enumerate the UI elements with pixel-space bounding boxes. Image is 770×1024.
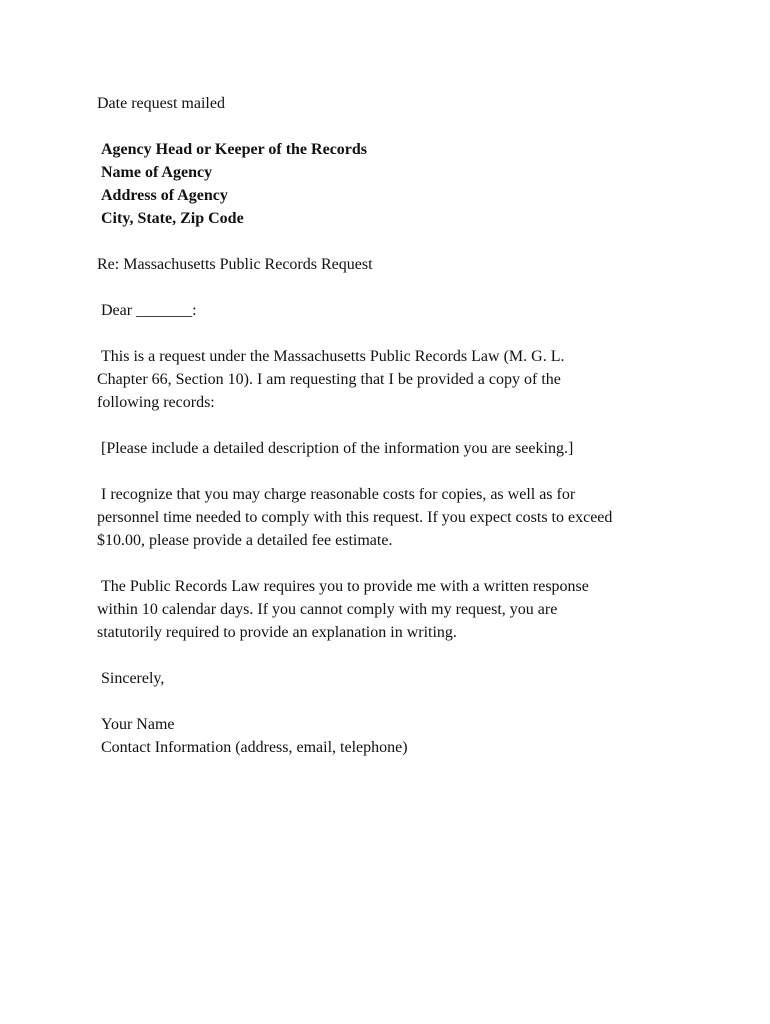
paragraph-line: statutorily required to provide an explanation in writing.: [97, 624, 457, 641]
paragraph-costs: [97, 483, 697, 552]
date-line: Date request mailed: [97, 95, 225, 112]
paragraph-line: This is a request under the Massachusetts Public Records Law (M. G. L.: [101, 348, 565, 365]
salutation: Dear _______:: [101, 302, 197, 319]
spacer: [97, 276, 697, 299]
recipient-agency-name: Name of Agency: [101, 164, 213, 181]
spacer: [97, 322, 697, 345]
paragraph-line: $10.00, please provide a detailed fee estimate.: [97, 532, 393, 549]
recipient-block: [97, 138, 697, 230]
spacer: [97, 690, 697, 713]
spacer: [97, 552, 697, 575]
paragraph-line: The Public Records Law requires you to provide me with a written response: [101, 578, 589, 595]
paragraph-request: [97, 345, 697, 414]
signature-contact: Contact Information (address, email, telephone): [101, 739, 408, 756]
paragraph-line: within 10 calendar days. If you cannot comply with my request, you are: [97, 601, 558, 618]
paragraph-line: personnel time needed to comply with this request. If you expect costs to exceed: [97, 509, 613, 526]
spacer: [97, 460, 697, 483]
recipient-city-state-zip: City, State, Zip Code: [101, 210, 244, 227]
paragraph-line: Chapter 66, Section 10). I am requesting that I be provided a copy of the: [97, 371, 561, 388]
paragraph-line: I recognize that you may charge reasonable costs for copies, as well as for: [101, 486, 576, 503]
paragraph-description-placeholder: [Please include a detailed description of the information you are seeking.]: [101, 440, 574, 457]
spacer: [97, 230, 697, 253]
letter-page: [97, 92, 697, 759]
spacer: [97, 115, 697, 138]
recipient-address: Address of Agency: [101, 187, 228, 204]
spacer: [97, 644, 697, 667]
spacer: [97, 414, 697, 437]
paragraph-line: following records:: [97, 394, 215, 411]
signature-name: Your Name: [101, 716, 175, 733]
closing: Sincerely,: [101, 670, 165, 687]
signature-block: [97, 713, 697, 759]
subject-line: Re: Massachusetts Public Records Request: [97, 256, 373, 273]
paragraph-response-requirement: [97, 575, 697, 644]
recipient-title: Agency Head or Keeper of the Records: [101, 141, 368, 158]
